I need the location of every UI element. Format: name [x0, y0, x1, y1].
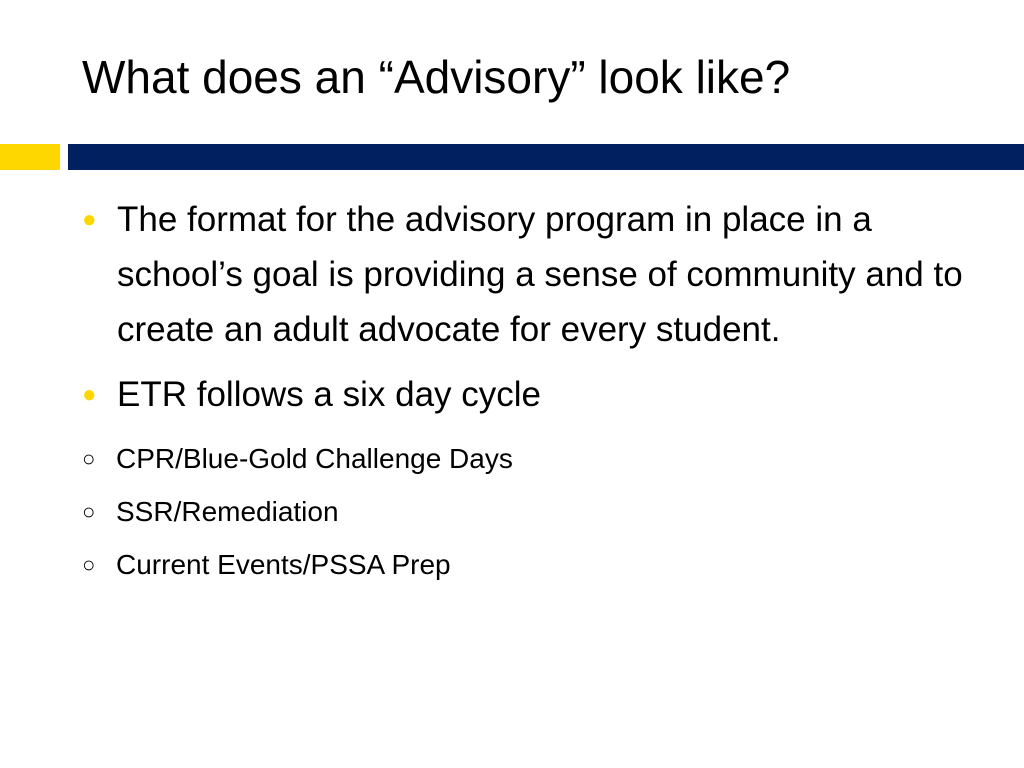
bullet-dot-icon: ●	[82, 206, 97, 233]
bullet-list	[82, 192, 992, 422]
sub-bullet-item	[82, 485, 992, 538]
accent-bar-navy	[68, 144, 1024, 170]
sub-bullet-item	[82, 538, 992, 591]
sub-bullet-item	[82, 432, 992, 485]
slide-title: What does an “Advisory” look like?	[82, 51, 791, 103]
bullet-item-advisory-format	[82, 192, 992, 357]
sub-bullet-text: Current Events/PSSA Prep	[116, 549, 451, 580]
hollow-circle-icon: ○	[82, 552, 96, 577]
hollow-circle-icon: ○	[82, 499, 96, 524]
sub-bullet-list	[82, 432, 992, 591]
accent-bar-yellow	[0, 144, 60, 170]
bullet-text: ETR follows a six day cycle	[117, 375, 542, 414]
slide-content	[82, 192, 992, 591]
hollow-circle-icon: ○	[82, 446, 96, 471]
bullet-item-six-day-cycle	[82, 367, 992, 422]
sub-bullet-text: CPR/Blue-Gold Challenge Days	[116, 443, 513, 474]
bullet-dot-icon: ●	[82, 381, 97, 408]
bullet-text: The format for the advisory program in place in a school’s goal is providing a sense of community and to create an adult advocate for every student.	[117, 200, 963, 349]
sub-bullet-text: SSR/Remediation	[116, 496, 339, 527]
